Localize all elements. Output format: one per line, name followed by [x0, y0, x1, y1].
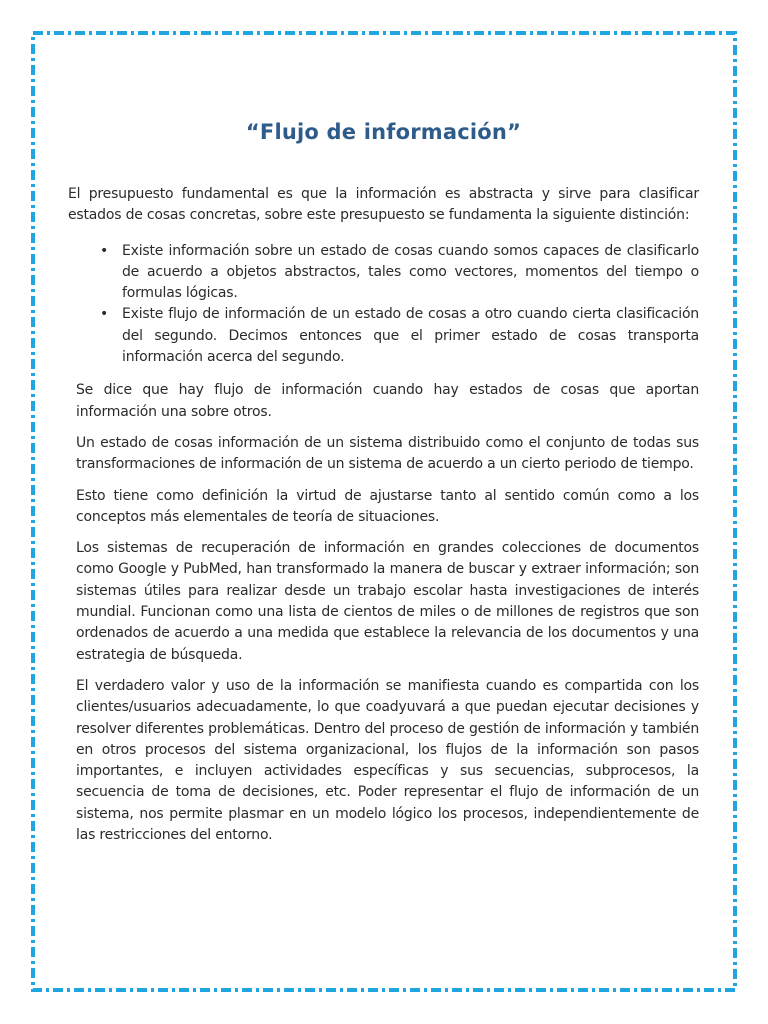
paragraph: Esto tiene como definición la virtud de ajustarse tanto al sentido común como a los conceptos más elementales de teoría de situaciones. — [76, 487, 699, 525]
document-body — [68, 120, 699, 856]
paragraph: Se dice que hay flujo de información cuando hay estados de cosas que aportan información una sobre otros. — [76, 382, 699, 420]
paragraph: Un estado de cosas información de un sistema distribuido como el conjunto de todas sus transformaciones de información de un sistema de acuerdo a un cierto periodo de tiempo. — [76, 434, 699, 473]
document-title: “Flujo de información” — [245, 120, 522, 144]
paragraph: Los sistemas de recuperación de información en grandes colecciones de documentos como Google y PubMed, han transformado la manera de buscar y extraer información; son sistemas útiles para realizar desde un trabajo escolar hasta investigaciones de interés mundial. Funcionan como una lista de cientos de miles o de millones de registros que son ordenados de acuerdo a una medida que establece la relevancia de los documentos y una estrategia de búsqueda. — [76, 540, 699, 663]
bullet-text: Existe flujo de información de un estado de cosas a otro cuando cierta clasificación del segundo. Decimos entonces que el primer estado de cosas transporta información acerca del segundo. — [122, 306, 699, 366]
bullet-dot-icon: • — [100, 242, 109, 259]
bullet-dot-icon: • — [100, 306, 109, 323]
paragraph: El verdadero valor y uso de la información se manifiesta cuando es compartida con los clientes/usuarios adecuadamente, lo que coadyuvará a que puedan ejecutar decisiones y resolver diferentes problemáticas. Dentro del proceso de gestión de información y también en otros procesos del sistema organizacional, los flujos de la información son pasos importantes, e incluyen actividades específicas y sus secuencias, subprocesos, la secuencia de toma de decisiones, etc. Poder representar el flujo de información de un sistema, nos permite plasmar en un modelo lógico los procesos, independientemente de las restricciones del entorno. — [76, 677, 699, 844]
bullet-list — [68, 241, 699, 369]
bullet-item — [100, 241, 699, 305]
bullet-text: Existe información sobre un estado de cosas cuando somos capaces de clasificarlo de acuerdo a objetos abstractos, tales como vectores, momentos del tiempo o formulas lógicas. — [122, 242, 699, 302]
intro-paragraph: El presupuesto fundamental es que la información es abstracta y sirve para clasificar estados de cosas concretas, sobre este presupuesto se fundamenta la siguiente distinción: — [68, 186, 699, 224]
bullet-item — [100, 304, 699, 368]
